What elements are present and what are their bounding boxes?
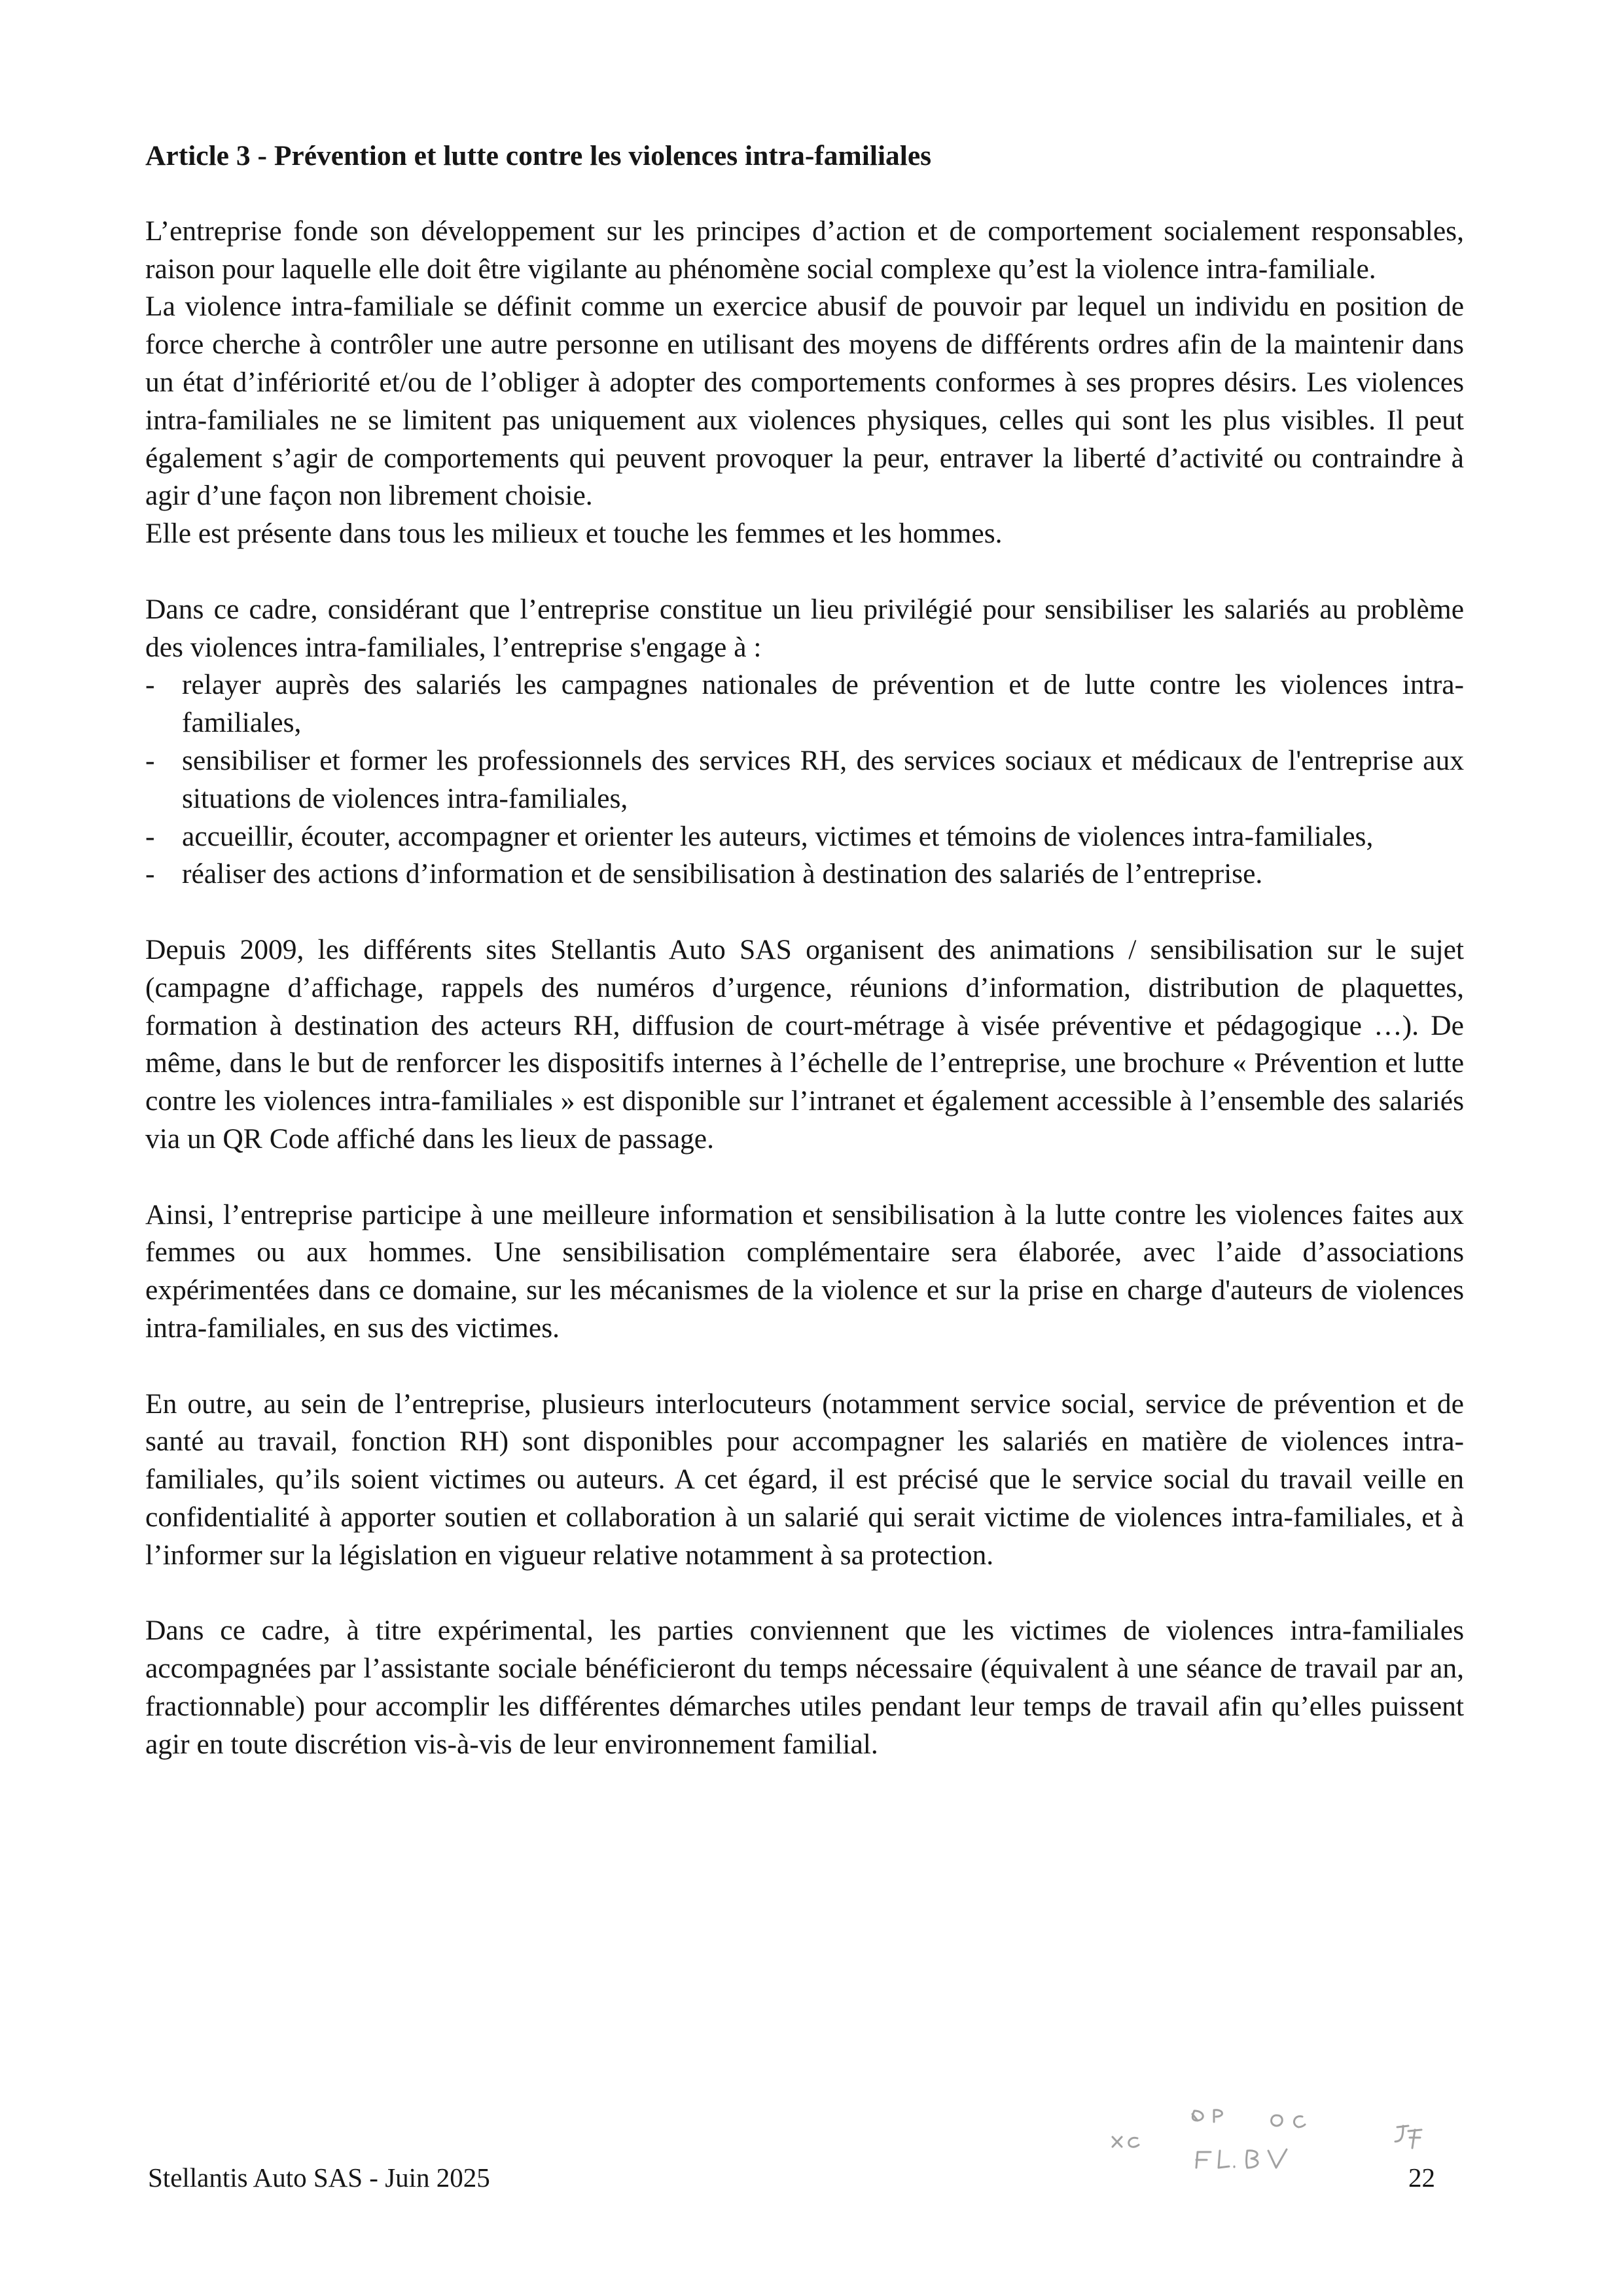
initials-oc: [1272, 2115, 1305, 2127]
footer-document-name: Stellantis Auto SAS - Juin 2025: [148, 2162, 490, 2193]
commitment-list: [145, 666, 1464, 893]
section-commitments: [145, 591, 1464, 893]
list-item-text: sensibiliser et former les professionnels des services RH, des services sociaux et médicaux de l'entreprise aux situations de violences intra-familiales,: [182, 744, 1464, 814]
page-content: [145, 137, 1464, 1801]
bullet-dash: -: [145, 669, 155, 701]
initials-fl-bv: [1196, 2149, 1287, 2168]
list-item: [145, 818, 1464, 856]
paragraph: Elle est présente dans tous les milieux et touche les femmes et les hommes.: [145, 518, 1003, 550]
bullet-dash: -: [145, 820, 155, 852]
initials-xc: [1113, 2137, 1139, 2147]
section-experimental: [145, 1612, 1464, 1763]
list-item-text: accueillir, écouter, accompagner et orienter les auteurs, victimes et témoins de violences intra-familiales,: [182, 820, 1374, 852]
paragraph: Ainsi, l’entreprise participe à une meilleure information et sensibilisation à la lutte contre les violences faites aux femmes ou aux hommes. Une sensibilisation complémentaire sera élaborée, avec l’aide d’associations expérimentées dans ce domaine, sur les mécanismes de la violence et sur la prise en charge d'auteurs de violences intra-familiales, en sus des victimes.: [145, 1198, 1464, 1344]
list-item: [145, 855, 1464, 893]
list-item: [145, 666, 1464, 742]
paragraph: La violence intra-familiale se définit comme un exercice abusif de pouvoir par lequel un individu en position de force cherche à contrôler une autre personne en utilisant des moyens de différents ordres afin de la maintenir dans un état d’infériorité et/ou de l’obliger à adopter des comportements conformes à ses propres désirs. Les violences intra-familiales ne se limitent pas uniquement aux violences physiques, celles qui sont les plus visibles. Il peut également s’agir de comportements qui peuvent provoquer la peur, entraver la liberté d’activité ou contraindre à agir d’une façon non librement choisie.: [145, 291, 1464, 512]
bullet-dash: -: [145, 744, 155, 776]
list-item-text: relayer auprès des salariés les campagnes nationales de prévention et de lutte contre les violences intra-familiales,: [182, 669, 1464, 739]
initials-dp: [1192, 2110, 1222, 2122]
section-information: [145, 1196, 1464, 1348]
section-contacts: [145, 1386, 1464, 1575]
list-item-text: réaliser des actions d’information et de sensibilisation à destination des salariés de l’entreprise.: [182, 858, 1263, 890]
paragraph: Dans ce cadre, considérant que l’entreprise constitue un lieu privilégié pour sensibiliser les salariés au problème des violences intra-familiales, l’entreprise s'engage à :: [145, 593, 1464, 663]
paragraph: En outre, au sein de l’entreprise, plusieurs interlocuteurs (notamment service social, service de prévention et de santé au travail, fonction RH) sont disponibles pour accompagner les salariés en matière de violences intra-familiales, qu’ils soient victimes ou auteurs. A cet égard, il est précisé que le service social du travail veille en confidentialité à apporter soutien et collaboration à un salarié qui serait victime de violences intra-familiales, et à l’informer sur la législation en vigueur relative notamment à sa protection.: [145, 1388, 1464, 1571]
paragraph: L’entreprise fonde son développement sur les principes d’action et de comportement socialement responsables, raison pour laquelle elle doit être vigilante au phénomène social complexe qu’est la violence intra-familiale.: [145, 215, 1464, 285]
page-number: 22: [1408, 2162, 1435, 2193]
list-item: [145, 742, 1464, 818]
paragraph: Dans ce cadre, à titre expérimental, les parties conviennent que les victimes de violences intra-familiales accompagnées par l’assistante sociale bénéficieront du temps nécessaire (équivalent à une séance de travail par an, fractionnable) pour accomplir les différentes démarches utiles pendant leur temps de travail afin qu’elles puissent agir en toute discrétion vis-à-vis de leur environnement familial.: [145, 1615, 1464, 1760]
initials-jf: [1395, 2126, 1421, 2148]
section-actions: [145, 931, 1464, 1158]
bullet-dash: -: [145, 858, 155, 890]
paragraph: Depuis 2009, les différents sites Stellantis Auto SAS organisent des animations / sensibilisation sur le sujet (campagne d’affichage, rappels des numéros d’urgence, réunions d’information, distribution de plaquettes, formation à destination des acteurs RH, diffusion de court-métrage à visée préventive et pédagogique …). De même, dans le but de renforcer les dispositifs internes à l’échelle de l’entreprise, une brochure « Prévention et lutte contre les violences intra-familiales » est disponible sur l’intranet et également accessible à l’ensemble des salariés via un QR Code affiché dans les lieux de passage.: [145, 933, 1464, 1155]
section-definition: [145, 213, 1464, 553]
article-title: Article 3 - Prévention et lutte contre les violences intra-familiales: [145, 140, 932, 171]
